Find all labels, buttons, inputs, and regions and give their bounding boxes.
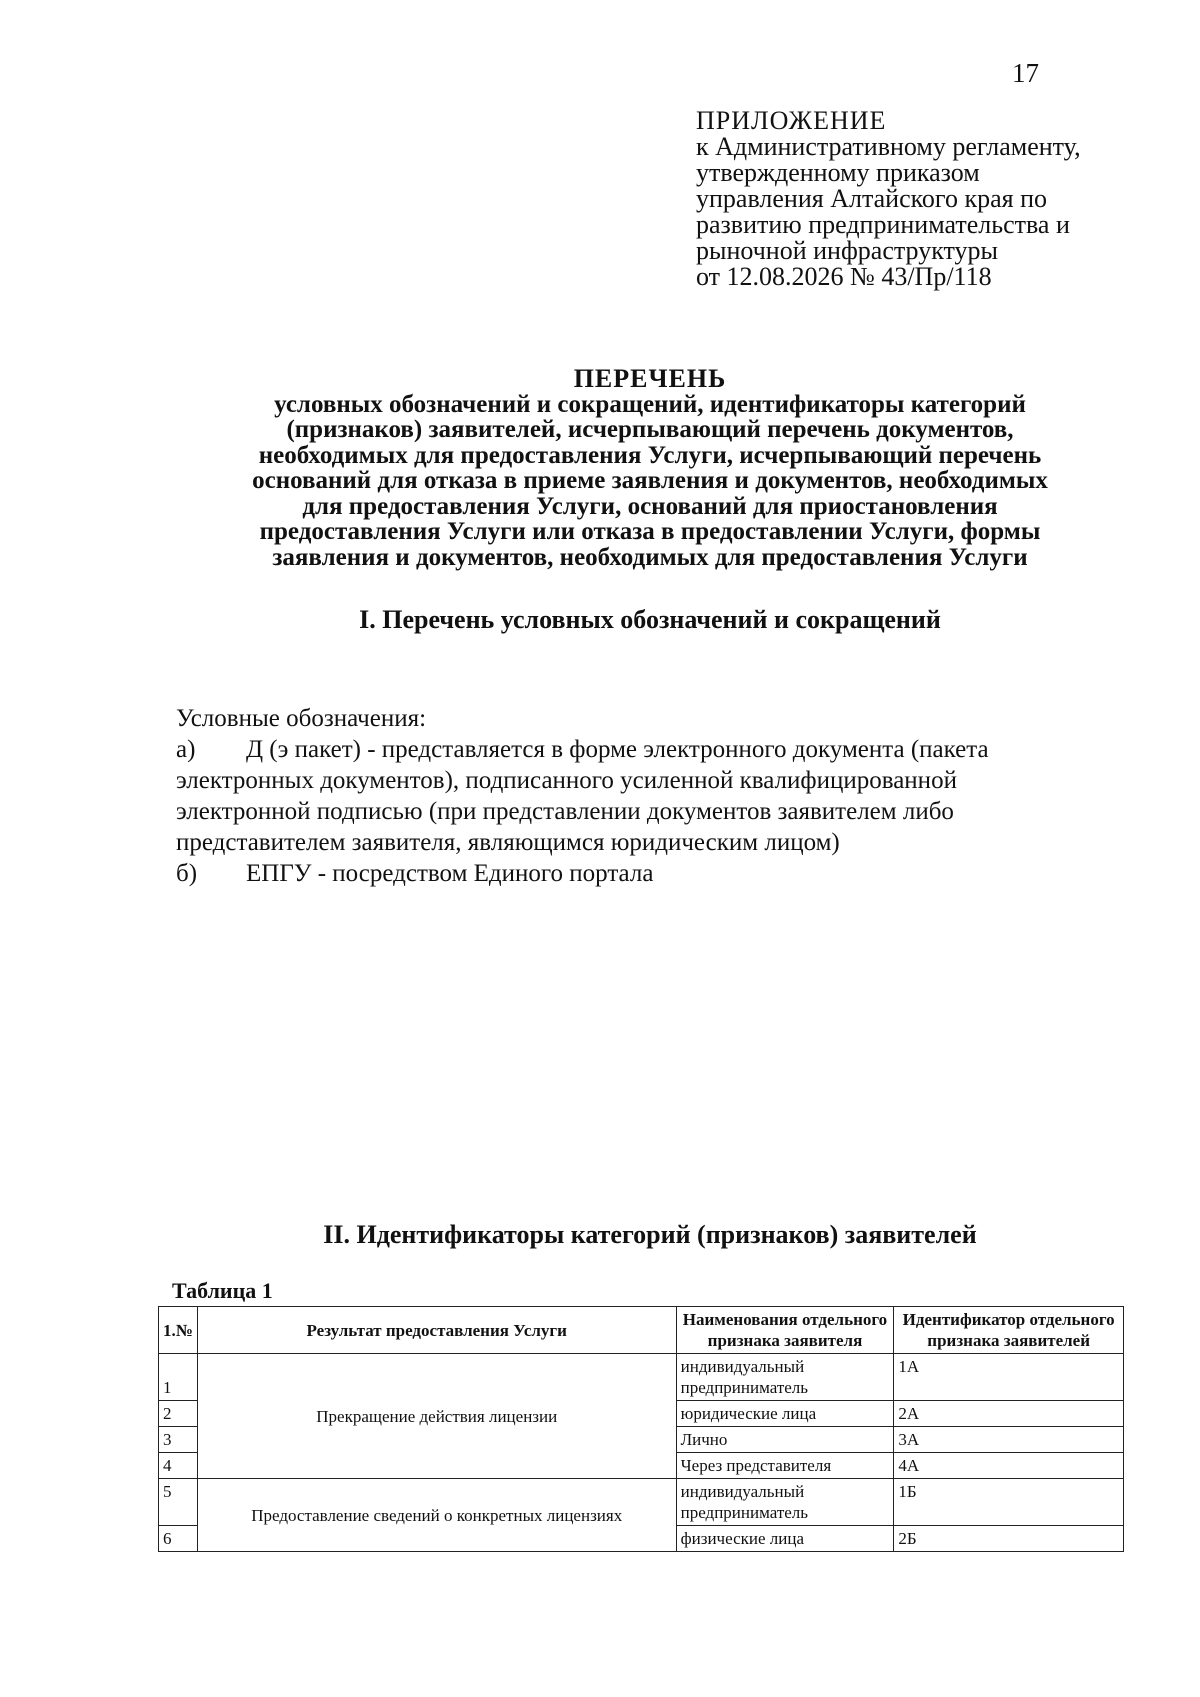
- feature-cell: индивидуальный предприниматель: [676, 1479, 894, 1526]
- legend-continuation: представителем заявителя, являющимся юридическим лицом): [176, 829, 840, 856]
- title-line: условных обозначений и сокращений, идентификаторы категорий: [274, 390, 1026, 418]
- row-number: 3: [159, 1427, 198, 1453]
- identifier-cell: 4А: [894, 1453, 1124, 1479]
- legend-item: [176, 858, 1096, 889]
- result-cell: Предоставление сведений о конкретных лицензиях: [197, 1479, 676, 1552]
- legend-continuation: электронных документов), подписанного усиленной квалифицированной: [176, 767, 957, 794]
- title-line: заявления и документов, необходимых для предоставления Услуги: [272, 543, 1028, 571]
- header-number: 1.№: [159, 1307, 198, 1354]
- feature-cell: юридические лица: [676, 1401, 894, 1427]
- section-2-heading: II. Идентификаторы категорий (признаков) заявителей: [323, 1220, 977, 1249]
- appendix-line: управления Алтайского края по: [696, 184, 1047, 213]
- legend-title: Условные обозначения:: [176, 705, 427, 732]
- identifier-cell: 3А: [894, 1427, 1124, 1453]
- header-identifier: Идентификатор отдельного признака заявителей: [894, 1307, 1124, 1354]
- appendix-heading: ПРИЛОЖЕНИЕ: [696, 106, 887, 135]
- row-number: 5: [159, 1479, 198, 1526]
- identifier-cell: 2А: [894, 1401, 1124, 1427]
- row-number: 2: [159, 1401, 198, 1427]
- legend-continuation: электронной подписью (при представлении документов заявителем либо: [176, 798, 954, 825]
- feature-cell: Через представителя: [676, 1453, 894, 1479]
- feature-cell: индивидуальный предприниматель: [676, 1354, 894, 1401]
- section-1-heading: I. Перечень условных обозначений и сокращений: [359, 605, 941, 634]
- appendix-order-line: от 12.08.2026 № 43/Пр/118: [696, 262, 992, 291]
- identifier-cell: 1Б: [894, 1479, 1124, 1526]
- appendix-line: к Административному регламенту,: [696, 132, 1081, 161]
- title-main: ПЕРЕЧЕНЬ: [573, 364, 727, 393]
- header-feature: Наименования отдельного признака заявителя: [676, 1307, 894, 1354]
- header-result: Результат предоставления Услуги: [197, 1307, 676, 1354]
- table-caption: Таблица 1: [172, 1278, 273, 1303]
- legend-text: ЕПГУ - посредством Единого портала: [246, 860, 654, 887]
- page-number: 17: [1012, 58, 1039, 88]
- identifier-cell: 2Б: [894, 1526, 1124, 1552]
- appendix-line: утвержденному приказом: [696, 158, 980, 187]
- legend-marker: б): [176, 860, 198, 887]
- result-cell: Прекращение действия лицензии: [197, 1354, 676, 1479]
- title-line: необходимых для предоставления Услуги, исчерпывающий перечень: [258, 441, 1042, 469]
- feature-cell: Лично: [676, 1427, 894, 1453]
- legend-item: [176, 734, 1096, 765]
- row-number: 1: [159, 1354, 198, 1401]
- appendix-block: [696, 108, 1166, 290]
- legend-text: Д (э пакет) - представляется в форме электронного документа (пакета: [246, 736, 989, 763]
- appendix-line: рыночной инфраструктуры: [696, 236, 998, 265]
- legend-marker: а): [176, 736, 196, 763]
- feature-cell: физические лица: [676, 1526, 894, 1552]
- title-line: (признаков) заявителей, исчерпывающий перечень документов,: [286, 416, 1014, 443]
- legend: [176, 703, 1096, 889]
- table-header-row: [159, 1307, 1124, 1354]
- row-number: 4: [159, 1453, 198, 1479]
- applicant-category-table: [158, 1306, 1124, 1552]
- row-number: 6: [159, 1526, 198, 1552]
- title-line: для предоставления Услуги, оснований для приостановления: [302, 492, 998, 520]
- title-line: оснований для отказа в приеме заявления и документов, необходимых: [252, 467, 1048, 494]
- identifier-cell: 1А: [894, 1354, 1124, 1401]
- table-row: [159, 1354, 1124, 1401]
- appendix-line: развитию предпринимательства и: [696, 210, 1070, 239]
- title-line: предоставления Услуги или отказа в предоставлении Услуги, формы: [259, 518, 1041, 545]
- document-title: [120, 366, 1180, 570]
- table-row: [159, 1479, 1124, 1526]
